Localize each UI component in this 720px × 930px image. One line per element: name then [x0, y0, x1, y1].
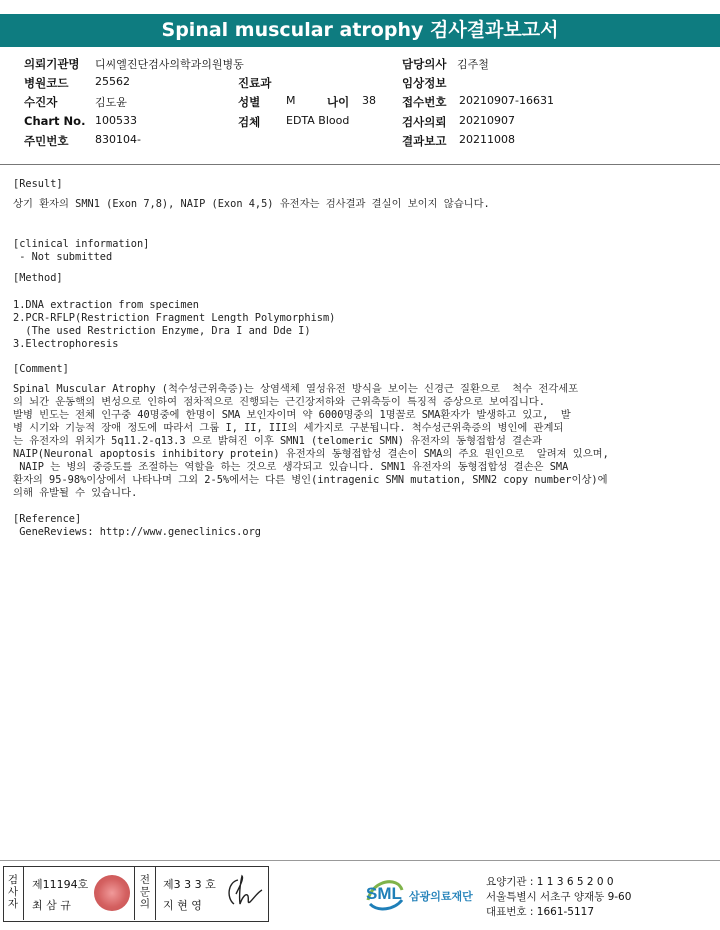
clinical-text: - Not submitted [13, 251, 113, 263]
age-value: 38 [362, 94, 376, 107]
report-title: Spinal muscular atrophy 검사결과보고서 [0, 14, 720, 47]
specialist-name: 지 현 영 [163, 899, 202, 912]
method-line: 1.DNA extraction from specimen [13, 299, 199, 311]
rrn-label: 주민번호 [24, 134, 69, 148]
hospital-code-value: 25562 [95, 75, 130, 88]
request-label: 검사의뢰 [402, 115, 447, 129]
sml-logo-text: SML [366, 884, 402, 903]
sex-value: M [286, 94, 296, 107]
chart-no-value: 100533 [95, 114, 137, 127]
reference-heading: [Reference] [13, 513, 82, 525]
receipt-label: 접수번호 [402, 95, 447, 109]
comment-line: NAIP 는 병의 중증도를 조절하는 역할을 하는 것으로 생각되고 있습니다. SMN1 유전자의 동형접합성 결손은 SMA [13, 461, 569, 473]
org-name: 삼광의료재단 [409, 890, 473, 903]
inspector-name: 최 삼 규 [32, 899, 71, 912]
comment-line: 발병 빈도는 전체 인구중 40명중에 한명이 SMA 보인자이며 약 6000명중의 1명꼴로 SMA환자가 발생하고 있고, 발 [13, 409, 571, 421]
handwritten-signature-icon [222, 874, 264, 910]
comment-line: 의해 유발될 수 있습니다. [13, 487, 138, 499]
institution-value: 디씨엘진단검사의학과의원병동 [95, 58, 244, 71]
comment-line: Spinal Muscular Atrophy (척수성근위축증)는 상염색체 열성유전 방식을 보이는 신경근 질환으로 척수 전각세포 [13, 383, 579, 395]
specialist-license: 제3 3 3 호 [163, 878, 216, 891]
patient-label: 수진자 [24, 95, 58, 109]
method-heading: [Method] [13, 272, 63, 284]
comment-line: 병 시기와 기능적 장애 정도에 따라서 그룹 I, II, III의 세가지로 구분됩니다. 척수성근위축증의 병인에 관계되 [13, 422, 564, 434]
specimen-value: EDTA Blood [286, 114, 350, 127]
result-text: 상기 환자의 SMN1 (Exon 7,8), NAIP (Exon 4,5) 유전자는 검사결과 결실이 보이지 않습니다. [13, 198, 490, 210]
method-line: 2.PCR-RFLP(Restriction Fragment Length Polymorphism) [13, 312, 336, 324]
inspector-vertical-label: 검 사 자 [7, 874, 19, 910]
method-list [13, 299, 713, 351]
hospital-code-label: 병원코드 [24, 76, 69, 90]
comment-line: 는 유전자의 위치가 5q11.2-q13.3 으로 밝혀진 이후 SMN1 (telomeric SMN) 유전자의 동형접합성 결손과 [13, 435, 542, 447]
clinical-heading: [clinical information] [13, 238, 150, 250]
dept-label: 진료과 [238, 76, 272, 90]
result-heading: [Result] [13, 178, 63, 190]
header-divider [0, 164, 720, 165]
chart-no-label: Chart No. [24, 114, 86, 128]
institution-label: 의뢰기관명 [24, 57, 80, 71]
clinical-label: 임상정보 [402, 76, 447, 90]
comment-block [13, 383, 713, 500]
rrn-value: 830104- [95, 133, 141, 146]
org-code: 요양기관 : 1 1 3 6 5 2 0 0 [486, 876, 614, 888]
receipt-value: 20210907-16631 [459, 94, 554, 107]
doctor-label: 담당의사 [402, 57, 447, 71]
org-address: 서울특별시 서초구 양재동 9-60 [486, 891, 632, 903]
report-date-label: 결과보고 [402, 134, 447, 148]
report-body [13, 178, 713, 539]
footer-divider [0, 860, 720, 861]
request-value: 20210907 [459, 114, 515, 127]
reference-text: GeneReviews: http://www.geneclinics.org [13, 526, 261, 538]
sex-label: 성별 [238, 95, 261, 109]
comment-line: 의 뇌간 운동핵의 변성으로 인하여 점차적으로 진행되는 근긴장저하와 근위축등이 특징적 증상으로 보여집니다. [13, 396, 545, 408]
patient-value: 김도윤 [95, 96, 127, 109]
seal-stamp-icon [94, 875, 130, 911]
inspector-license: 제11194호 [32, 878, 89, 891]
method-line: (The used Restriction Enzyme, Dra I and Dde I) [13, 325, 311, 337]
org-phone: 대표번호 : 1661-5117 [486, 906, 595, 918]
specialist-vertical-label: 전 문 의 [139, 874, 151, 910]
specimen-label: 검체 [238, 115, 261, 129]
report-footer [0, 862, 720, 928]
comment-heading: [Comment] [13, 363, 69, 375]
report-date-value: 20211008 [459, 133, 515, 146]
comment-line: 환자의 95-98%이상에서 나타나며 그외 2-5%에서는 다른 병인(intragenic SMN mutation, SMN2 copy number이상)에 [13, 474, 608, 486]
patient-info-block [0, 52, 720, 152]
age-label: 나이 [327, 95, 350, 109]
doctor-value: 김주철 [457, 58, 489, 71]
comment-line: NAIP(Neuronal apoptosis inhibitory protein) 유전자의 동형접합성 결손이 SMA의 주요 원인으로 알려져 있으며, [13, 448, 609, 460]
method-line: 3.Electrophoresis [13, 338, 119, 350]
